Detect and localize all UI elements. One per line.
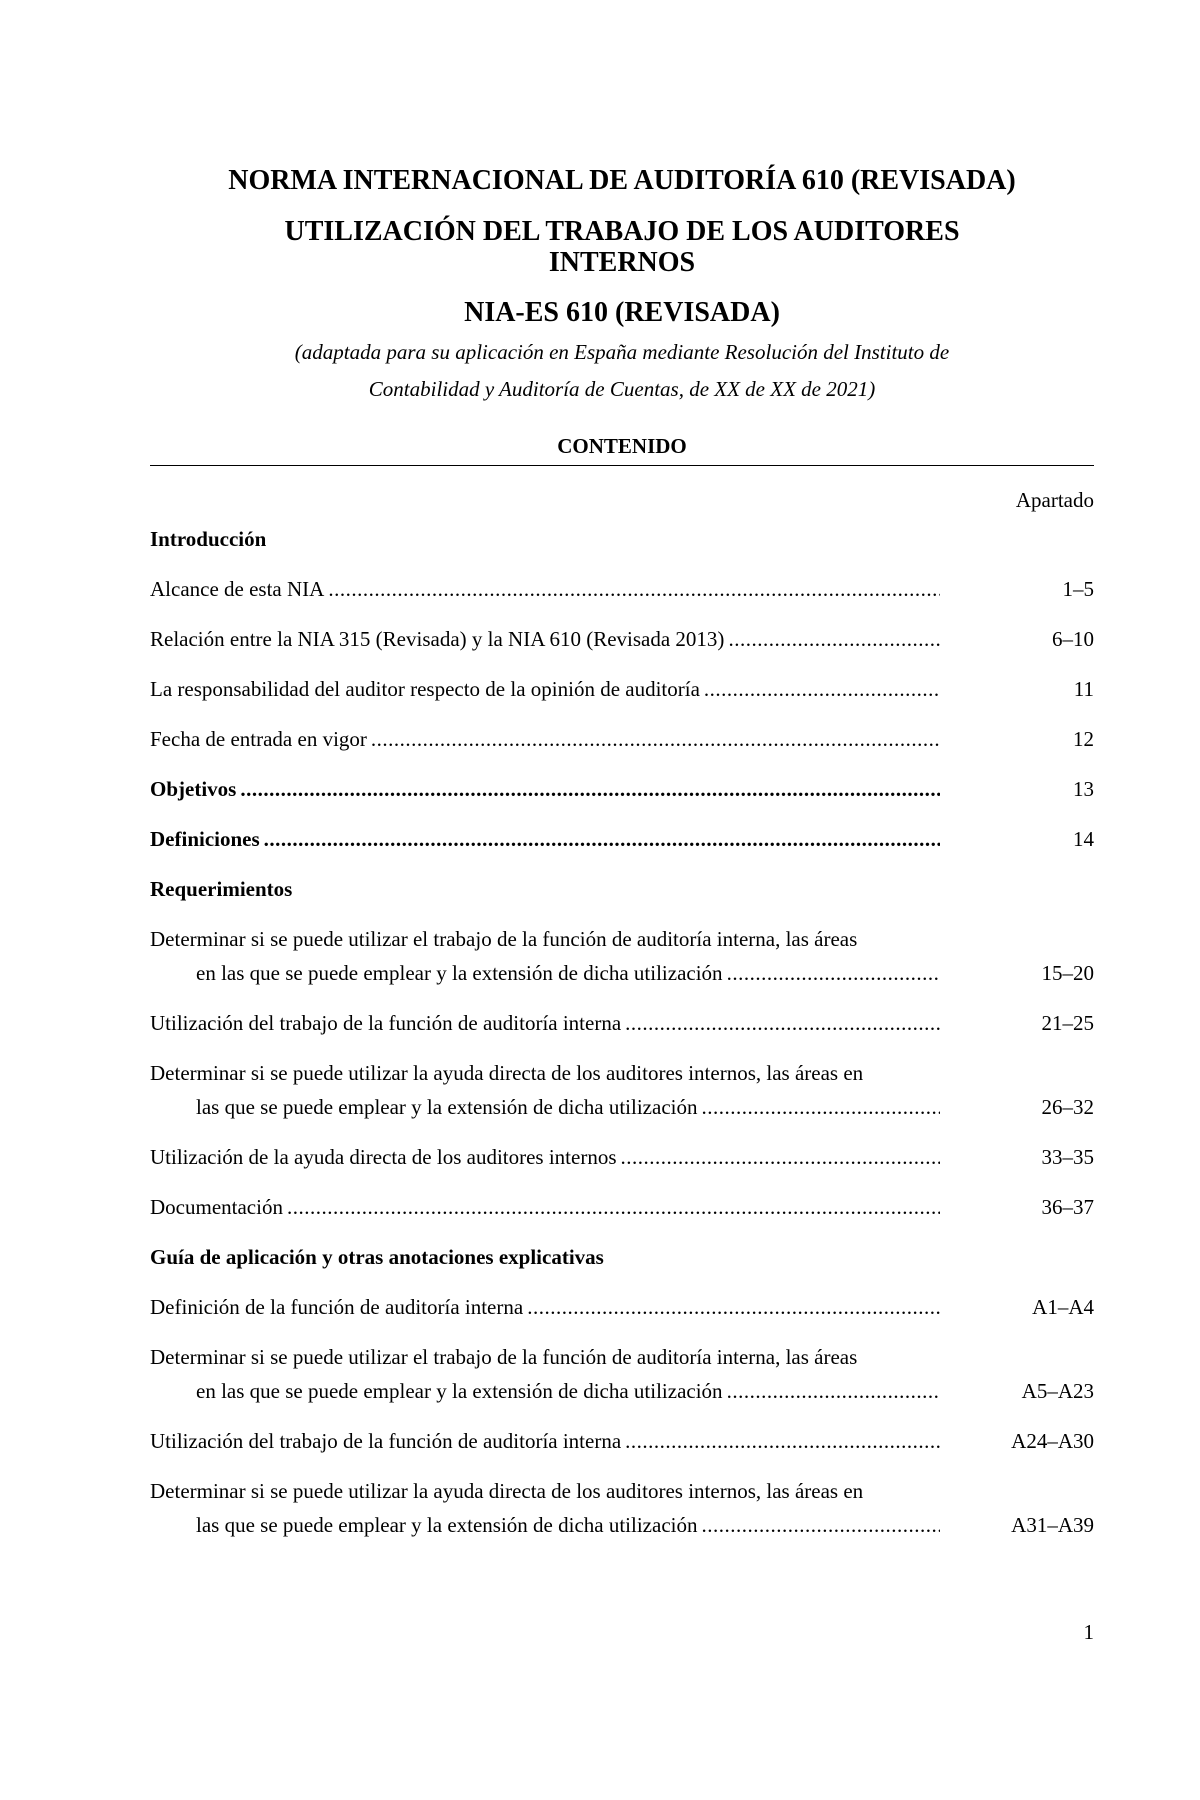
dot-leader	[371, 722, 940, 756]
toc-heading: CONTENIDO	[557, 434, 687, 458]
toc-entry-text: Determinar si se puede utilizar el trabajo de la función de auditoría interna, las áreas	[150, 927, 858, 951]
toc-entry-text: en las que se puede emplear y la extensión de dicha utilización	[196, 1379, 723, 1403]
toc-entry[interactable]	[150, 572, 1094, 606]
adaptation-note-line: Contabilidad y Auditoría de Cuentas, de XX de XX de 2021)	[368, 377, 876, 401]
toc-entry-text: Definición de la función de auditoría interna	[150, 1295, 524, 1319]
toc-column-label: Apartado	[1015, 488, 1094, 512]
dot-leader	[728, 622, 940, 656]
dot-leader	[704, 672, 940, 706]
dot-leader	[701, 1508, 940, 1542]
toc-entry-paragraphs: 33–35	[1041, 1145, 1094, 1169]
toc-entry[interactable]	[150, 1140, 1094, 1174]
toc-entry-paragraphs: A31–A39	[1011, 1513, 1094, 1537]
toc-entry[interactable]	[150, 672, 1094, 706]
page-number: 1	[1083, 1620, 1094, 1644]
table-of-contents	[150, 522, 1094, 1558]
standard-code: NIA-ES 610 (REVISADA)	[464, 297, 780, 328]
dot-leader	[527, 1290, 940, 1324]
toc-entry-text: Determinar si se puede utilizar la ayuda directa de los auditores internos, las áreas en	[150, 1479, 864, 1503]
toc-entry-text: La responsabilidad del auditor respecto de la opinión de auditoría	[150, 677, 700, 701]
toc-entry-paragraphs: 1–5	[1062, 577, 1094, 601]
document-title: NORMA INTERNACIONAL DE AUDITORÍA 610 (REVISADA)	[228, 165, 1016, 196]
toc-entry-text: en las que se puede emplear y la extensión de dicha utilización	[196, 961, 723, 985]
toc-entry-paragraphs: 12	[1073, 727, 1094, 751]
toc-entry[interactable]	[150, 772, 1094, 806]
toc-entry-text: Determinar si se puede utilizar el trabajo de la función de auditoría interna, las áreas	[150, 1345, 858, 1369]
toc-entry[interactable]	[150, 1056, 1094, 1124]
toc-entry-text: Objetivos	[150, 777, 237, 801]
dot-leader	[287, 1190, 940, 1224]
dot-leader	[727, 956, 940, 990]
toc-section-heading: Guía de aplicación y otras anotaciones explicativas	[150, 1245, 604, 1269]
toc-entry-text: Relación entre la NIA 315 (Revisada) y la NIA 610 (Revisada 2013)	[150, 627, 725, 651]
dot-leader	[727, 1374, 940, 1408]
toc-entry-paragraphs: 11	[1073, 677, 1094, 701]
toc-entry-text: Documentación	[150, 1195, 283, 1219]
dot-leader	[240, 772, 940, 806]
toc-entry[interactable]	[150, 1424, 1094, 1458]
toc-entry-paragraphs: A5–A23	[1021, 1379, 1094, 1403]
toc-entry-text: Definiciones	[150, 827, 260, 851]
toc-entry-paragraphs: 13	[1073, 777, 1094, 801]
toc-entry-text: Alcance de esta NIA	[150, 577, 325, 601]
toc-entry-paragraphs: 21–25	[1041, 1011, 1094, 1035]
dot-leader	[625, 1424, 940, 1458]
toc-entry-paragraphs: 36–37	[1041, 1195, 1094, 1219]
dot-leader	[264, 822, 940, 856]
toc-entry-paragraphs: 6–10	[1052, 627, 1094, 651]
dot-leader	[625, 1006, 940, 1040]
toc-entry-text: las que se puede emplear y la extensión de dicha utilización	[196, 1095, 698, 1119]
toc-entry-text: Fecha de entrada en vigor	[150, 727, 367, 751]
dot-leader	[701, 1090, 940, 1124]
dot-leader	[328, 572, 940, 606]
toc-entry[interactable]	[150, 822, 1094, 856]
toc-entry[interactable]	[150, 622, 1094, 656]
toc-entry-paragraphs: 14	[1073, 827, 1094, 851]
toc-entry[interactable]	[150, 1474, 1094, 1542]
subtitle-line: INTERNOS	[548, 247, 696, 278]
toc-entry[interactable]	[150, 722, 1094, 756]
toc-entry-text: Utilización del trabajo de la función de auditoría interna	[150, 1011, 622, 1035]
toc-entry[interactable]	[150, 1006, 1094, 1040]
toc-section-heading: Requerimientos	[150, 877, 293, 901]
document-page	[150, 0, 1094, 1800]
toc-entry[interactable]	[150, 1290, 1094, 1324]
toc-entry[interactable]	[150, 1340, 1094, 1408]
divider	[150, 465, 1094, 466]
toc-entry-text: Determinar si se puede utilizar la ayuda directa de los auditores internos, las áreas en	[150, 1061, 864, 1085]
toc-entry-text: Utilización de la ayuda directa de los auditores internos	[150, 1145, 617, 1169]
toc-entry-text: Utilización del trabajo de la función de auditoría interna	[150, 1429, 622, 1453]
toc-entry-paragraphs: A24–A30	[1011, 1429, 1094, 1453]
subtitle-line: UTILIZACIÓN DEL TRABAJO DE LOS AUDITORES	[284, 216, 960, 247]
toc-entry-paragraphs: 15–20	[1041, 961, 1094, 985]
toc-entry-paragraphs: 26–32	[1041, 1095, 1094, 1119]
toc-section-heading: Introducción	[150, 527, 267, 551]
adaptation-note-line: (adaptada para su aplicación en España mediante Resolución del Instituto de	[294, 340, 950, 364]
document-subtitle	[150, 216, 1094, 278]
adaptation-note	[150, 334, 1094, 408]
toc-entry-paragraphs: A1–A4	[1032, 1295, 1094, 1319]
toc-entry[interactable]	[150, 1190, 1094, 1224]
toc-entry[interactable]	[150, 922, 1094, 990]
toc-entry-text: las que se puede emplear y la extensión de dicha utilización	[196, 1513, 698, 1537]
dot-leader	[621, 1140, 940, 1174]
